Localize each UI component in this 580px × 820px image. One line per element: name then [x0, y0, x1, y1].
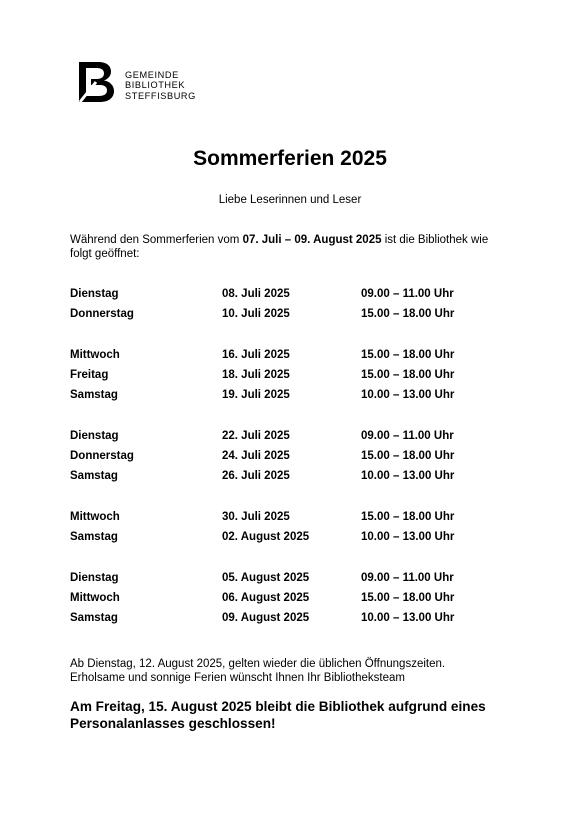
schedule-date: 16. Juli 2025 — [222, 349, 290, 361]
logo-line-2: BIBLIOTHEK — [125, 80, 186, 91]
schedule-date: 08. Juli 2025 — [222, 288, 290, 300]
schedule-time: 15.00 – 18.00 Uhr — [361, 450, 455, 462]
closure-notice: Am Freitag, 15. August 2025 bleibt die Bibliothek aufgrund eines Personalanlasses geschlossen! — [70, 699, 486, 731]
schedule-time: 10.00 – 13.00 Uhr — [361, 612, 455, 624]
schedule-row — [70, 288, 510, 304]
schedule-time: 09.00 – 11.00 Uhr — [361, 572, 454, 584]
schedule-date: 19. Juli 2025 — [222, 389, 290, 401]
schedule-day: Samstag — [70, 470, 118, 482]
schedule-day: Samstag — [70, 389, 118, 401]
schedule-row — [70, 531, 510, 547]
logo-line-1: GEMEINDE — [125, 70, 179, 80]
schedule-row — [70, 430, 510, 446]
schedule-date: 10. Juli 2025 — [222, 308, 290, 320]
schedule-row — [70, 349, 510, 365]
footer-line-2: Erholsame und sonnige Ferien wünscht Ihnen Ihr Bibliotheksteam — [70, 672, 405, 684]
schedule-day: Donnerstag — [70, 450, 134, 462]
page-title: Sommerferien 2025 — [193, 147, 387, 170]
intro-date-range: 07. Juli – 09. August 2025 — [242, 234, 382, 246]
logo-text — [125, 70, 196, 101]
schedule-row — [70, 612, 510, 628]
intro-text-end: ist die Bibliothek wie folgt geöffnet: — [70, 234, 489, 260]
library-logo-icon — [76, 60, 120, 104]
schedule-date: 26. Juli 2025 — [222, 470, 290, 482]
intro-paragraph — [70, 234, 510, 261]
schedule-date: 24. Juli 2025 — [222, 450, 290, 462]
schedule-date: 05. August 2025 — [222, 572, 310, 584]
intro-text-start: Während den Sommerferien vom — [70, 234, 243, 246]
schedule-time: 15.00 – 18.00 Uhr — [361, 369, 455, 381]
schedule-date: 30. Juli 2025 — [222, 511, 290, 523]
schedule-time: 15.00 – 18.00 Uhr — [361, 592, 455, 604]
schedule-date: 22. Juli 2025 — [222, 430, 290, 442]
schedule-row — [70, 572, 510, 588]
schedule-day: Dienstag — [70, 288, 119, 300]
schedule-day: Mittwoch — [70, 592, 120, 604]
schedule-day: Mittwoch — [70, 349, 120, 361]
logo-line-3: STEFFISBURG — [125, 90, 196, 101]
greeting: Liebe Leserinnen und Leser — [218, 194, 362, 206]
schedule-date: 02. August 2025 — [222, 531, 310, 543]
schedule-time: 15.00 – 18.00 Uhr — [361, 511, 455, 523]
schedule-time: 10.00 – 13.00 Uhr — [361, 389, 455, 401]
schedule-time: 10.00 – 13.00 Uhr — [361, 470, 455, 482]
schedule-row — [70, 470, 510, 486]
schedule-date: 06. August 2025 — [222, 592, 310, 604]
schedule-date: 09. August 2025 — [222, 612, 310, 624]
schedule-date: 18. Juli 2025 — [222, 369, 290, 381]
schedule-row — [70, 592, 510, 608]
schedule-time: 15.00 – 18.00 Uhr — [361, 308, 455, 320]
schedule-row — [70, 389, 510, 405]
schedule-day: Dienstag — [70, 572, 119, 584]
schedule-day: Samstag — [70, 612, 118, 624]
schedule-time: 09.00 – 11.00 Uhr — [361, 430, 454, 442]
schedule-day: Dienstag — [70, 430, 119, 442]
schedule-row — [70, 369, 510, 385]
schedule-time: 15.00 – 18.00 Uhr — [361, 349, 455, 361]
schedule-time: 10.00 – 13.00 Uhr — [361, 531, 455, 543]
schedule-day: Freitag — [70, 369, 109, 381]
schedule-day: Samstag — [70, 531, 118, 543]
schedule-row — [70, 450, 510, 466]
schedule-time: 09.00 – 11.00 Uhr — [361, 288, 454, 300]
library-logo — [76, 60, 196, 104]
footer-paragraph — [70, 657, 530, 685]
schedule-day: Mittwoch — [70, 511, 120, 523]
schedule-row — [70, 511, 510, 527]
schedule-row — [70, 308, 510, 324]
schedule-day: Donnerstag — [70, 308, 134, 320]
footer-line-1: Ab Dienstag, 12. August 2025, gelten wieder die üblichen Öffnungszeiten. — [70, 658, 446, 670]
